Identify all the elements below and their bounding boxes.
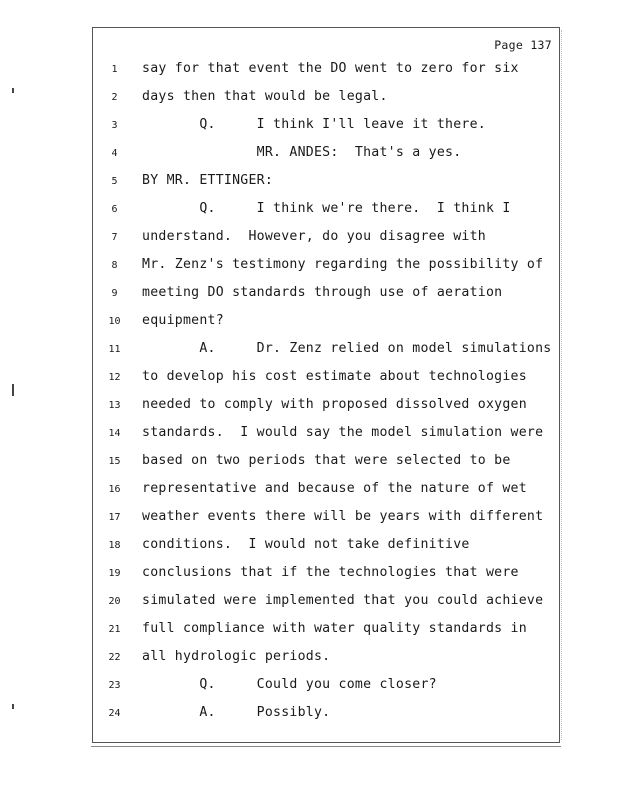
transcript-line bbox=[92, 89, 560, 109]
line-number: 1 bbox=[111, 64, 118, 75]
line-text: conditions. I would not take definitive bbox=[142, 537, 470, 552]
line-text: Mr. Zenz's testimony regarding the possibility of bbox=[142, 257, 544, 272]
binder-mark bbox=[12, 88, 14, 93]
line-number: 4 bbox=[111, 148, 118, 159]
line-text: A. Dr. Zenz relied on model simulations bbox=[142, 341, 552, 356]
scan-edge-speckle bbox=[561, 30, 565, 740]
line-number: 6 bbox=[111, 204, 118, 215]
line-number: 23 bbox=[108, 680, 121, 691]
line-number: 8 bbox=[111, 260, 118, 271]
line-number: 11 bbox=[108, 344, 121, 355]
line-number: 18 bbox=[108, 540, 121, 551]
line-text: conclusions that if the technologies that were bbox=[142, 565, 519, 580]
line-number: 2 bbox=[111, 92, 118, 103]
line-text: say for that event the DO went to zero for six bbox=[142, 61, 519, 76]
transcript-line bbox=[92, 201, 560, 221]
transcript-line bbox=[92, 677, 560, 697]
line-text: Q. I think I'll leave it there. bbox=[142, 117, 486, 132]
binder-mark bbox=[12, 384, 14, 396]
line-number: 7 bbox=[111, 232, 118, 243]
transcript-line bbox=[92, 425, 560, 445]
line-number: 10 bbox=[108, 316, 121, 327]
line-text: needed to comply with proposed dissolved oxygen bbox=[142, 397, 527, 412]
line-text: all hydrologic periods. bbox=[142, 649, 331, 664]
line-text: weather events there will be years with different bbox=[142, 509, 544, 524]
transcript-line bbox=[92, 649, 560, 669]
line-number: 5 bbox=[111, 176, 118, 187]
transcript-line bbox=[92, 621, 560, 641]
line-text: representative and because of the nature of wet bbox=[142, 481, 527, 496]
transcript-line bbox=[92, 61, 560, 81]
line-text: standards. I would say the model simulation were bbox=[142, 425, 544, 440]
line-text: understand. However, do you disagree with bbox=[142, 229, 486, 244]
transcript-line bbox=[92, 173, 560, 193]
line-text: Q. I think we're there. I think I bbox=[142, 201, 511, 216]
binder-mark bbox=[12, 704, 14, 709]
line-number: 22 bbox=[108, 652, 121, 663]
line-number: 9 bbox=[111, 288, 118, 299]
line-text: BY MR. ETTINGER: bbox=[142, 173, 274, 188]
transcript-line bbox=[92, 481, 560, 501]
line-number: 20 bbox=[108, 596, 121, 607]
line-text: meeting DO standards through use of aeration bbox=[142, 285, 503, 300]
transcript-line bbox=[92, 369, 560, 389]
line-text: A. Possibly. bbox=[142, 705, 331, 720]
transcript-line bbox=[92, 229, 560, 249]
line-text: Q. Could you come closer? bbox=[142, 677, 437, 692]
transcript-line bbox=[92, 117, 560, 137]
line-number: 24 bbox=[108, 708, 121, 719]
transcript-line bbox=[92, 285, 560, 305]
transcript-line bbox=[92, 453, 560, 473]
transcript-line bbox=[92, 705, 560, 725]
line-text: simulated were implemented that you could achieve bbox=[142, 593, 544, 608]
line-text: to develop his cost estimate about technologies bbox=[142, 369, 527, 384]
transcript-line bbox=[92, 593, 560, 613]
line-text: equipment? bbox=[142, 313, 224, 328]
transcript-line bbox=[92, 257, 560, 277]
transcript-line bbox=[92, 313, 560, 333]
line-number: 16 bbox=[108, 484, 121, 495]
line-number: 17 bbox=[108, 512, 121, 523]
line-number: 13 bbox=[108, 400, 121, 411]
line-text: based on two periods that were selected to be bbox=[142, 453, 511, 468]
line-number: 3 bbox=[111, 120, 118, 131]
transcript-line bbox=[92, 565, 560, 585]
line-text: MR. ANDES: That's a yes. bbox=[142, 145, 462, 160]
transcript-line bbox=[92, 397, 560, 417]
line-number: 21 bbox=[108, 624, 121, 635]
line-number: 12 bbox=[108, 372, 121, 383]
transcript-line bbox=[92, 509, 560, 529]
line-number: 14 bbox=[108, 428, 121, 439]
transcript-line bbox=[92, 145, 560, 165]
line-number: 15 bbox=[108, 456, 121, 467]
line-text: full compliance with water quality standards in bbox=[142, 621, 527, 636]
page-number: Page 137 bbox=[494, 38, 552, 52]
transcript-line bbox=[92, 341, 560, 361]
line-text: days then that would be legal. bbox=[142, 89, 388, 104]
line-number: 19 bbox=[108, 568, 121, 579]
transcript-line bbox=[92, 537, 560, 557]
